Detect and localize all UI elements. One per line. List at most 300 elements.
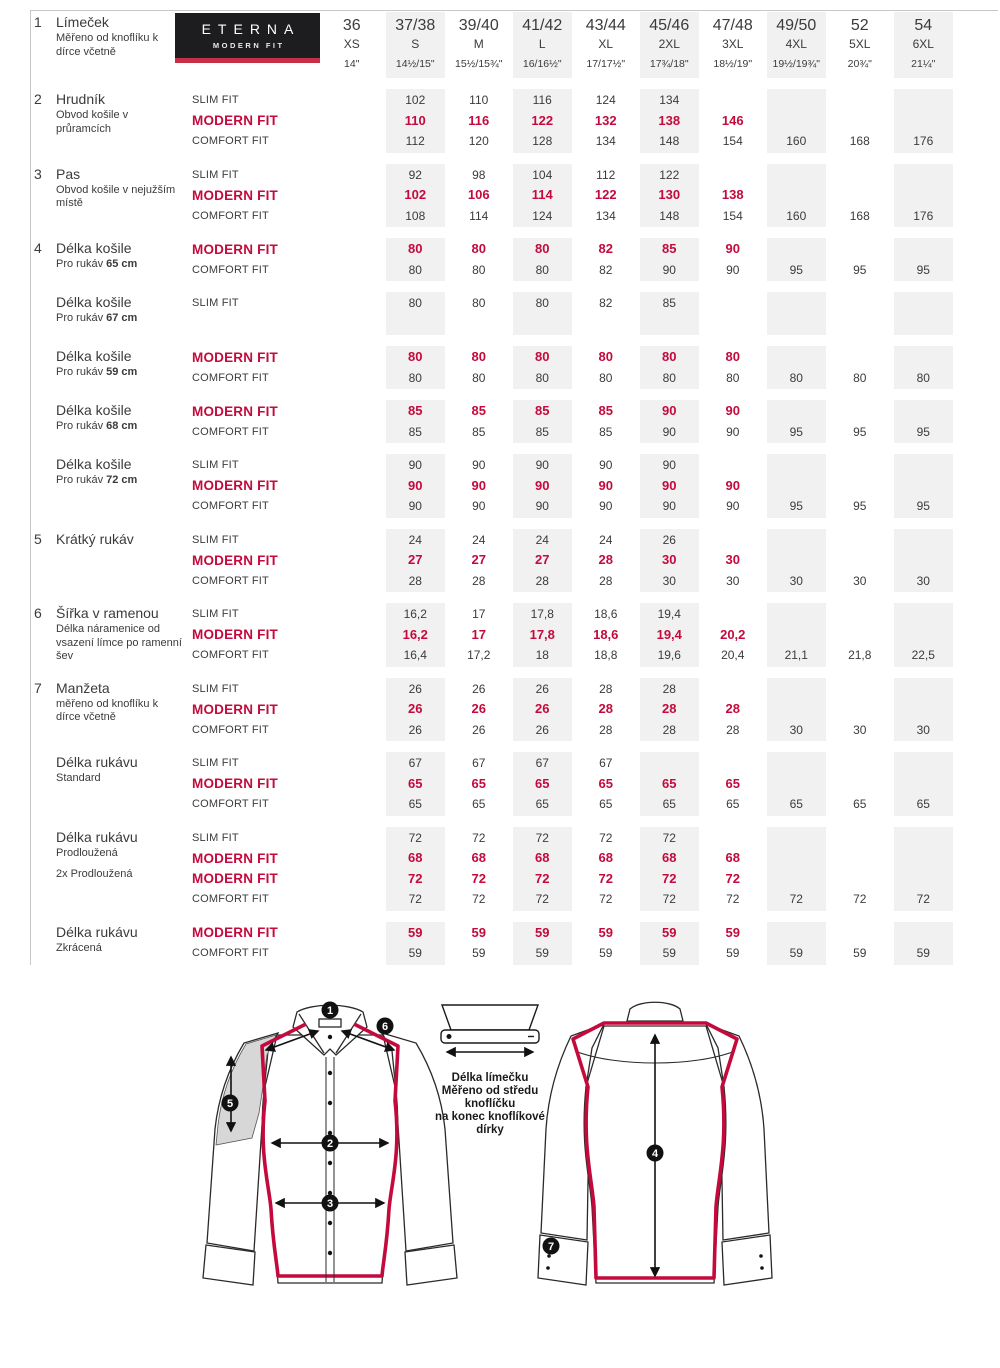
size-eu: 49/50 bbox=[776, 17, 817, 34]
row-description-bold: 72 cm bbox=[106, 474, 138, 486]
value-cell: 28 bbox=[599, 722, 613, 737]
value-cell: 132 bbox=[594, 112, 617, 128]
value-cell: 28 bbox=[598, 552, 613, 567]
value-cell: 72 bbox=[408, 870, 423, 886]
value-cell: 90 bbox=[725, 477, 740, 493]
row-title: Délka rukávu bbox=[56, 923, 138, 940]
value-cell bbox=[767, 185, 827, 206]
value-cell: 116 bbox=[468, 112, 490, 128]
value-cell: 176 bbox=[913, 134, 934, 148]
fit-label: COMFORT FIT bbox=[192, 649, 269, 662]
value-cell: 17,8 bbox=[530, 607, 554, 621]
value-cell: 160 bbox=[786, 134, 807, 148]
value-cell bbox=[767, 848, 827, 869]
value-cell: 85 bbox=[662, 296, 676, 310]
value-cell: 59 bbox=[535, 924, 550, 940]
row-number bbox=[34, 454, 56, 518]
fit-label: COMFORT FIT bbox=[192, 263, 269, 276]
value-cell: 90 bbox=[662, 424, 676, 439]
value-cell: 59 bbox=[408, 946, 422, 960]
value-cell: 26 bbox=[472, 722, 486, 737]
value-cell bbox=[322, 90, 382, 111]
row-description bbox=[56, 312, 184, 326]
row-description: Měřeno od knoflíku k dírce včetně bbox=[56, 32, 159, 58]
value-column bbox=[576, 678, 636, 742]
value-cell: 18 bbox=[535, 648, 549, 662]
value-column bbox=[703, 454, 763, 518]
value-cell: 65 bbox=[726, 797, 740, 811]
value-cell: 65 bbox=[789, 797, 803, 811]
value-cell bbox=[767, 699, 827, 720]
value-column bbox=[894, 400, 954, 443]
value-cell bbox=[322, 625, 382, 646]
row-title: Délka rukávu bbox=[56, 828, 138, 845]
collar-band bbox=[441, 1030, 539, 1043]
value-cell bbox=[703, 679, 763, 700]
fit-label: COMFORT FIT bbox=[192, 371, 269, 384]
value-cell: 72 bbox=[472, 892, 486, 906]
value-column bbox=[830, 922, 890, 965]
value-cell: 24 bbox=[599, 532, 613, 547]
value-cell: 80 bbox=[535, 349, 550, 364]
value-column bbox=[386, 529, 446, 593]
value-cell: 26 bbox=[535, 701, 550, 716]
value-cell: 80 bbox=[472, 370, 486, 385]
value-cell: 59 bbox=[726, 946, 740, 960]
value-column bbox=[703, 346, 763, 389]
value-cell bbox=[894, 625, 954, 646]
row-description-text: Pro rukáv bbox=[56, 366, 104, 378]
row-title: Límeček bbox=[56, 14, 109, 30]
value-cell bbox=[767, 679, 827, 700]
size-inch: 19½/19¾" bbox=[772, 58, 821, 70]
value-column bbox=[322, 454, 382, 518]
row-number: 2 bbox=[34, 91, 42, 107]
value-column bbox=[830, 827, 890, 911]
value-column bbox=[386, 292, 446, 335]
value-column bbox=[449, 400, 509, 443]
value-column bbox=[386, 752, 446, 816]
row-description-bold: 65 cm bbox=[106, 258, 138, 270]
value-cell: 67 bbox=[472, 756, 486, 770]
row-label bbox=[56, 292, 192, 335]
row-label bbox=[56, 89, 192, 153]
value-cell: 65 bbox=[598, 775, 613, 791]
value-column bbox=[449, 752, 509, 816]
value-cell: 17 bbox=[472, 607, 486, 621]
value-cell bbox=[894, 604, 954, 625]
value-cell: 80 bbox=[408, 370, 422, 385]
row-title: Délka košile bbox=[56, 348, 132, 364]
value-cell bbox=[322, 260, 382, 281]
value-cell: 27 bbox=[408, 552, 423, 567]
value-column bbox=[576, 827, 636, 911]
value-cell: 72 bbox=[535, 830, 549, 845]
value-cell: 26 bbox=[662, 532, 676, 547]
value-cell: 72 bbox=[662, 870, 677, 886]
fit-label: COMFORT FIT bbox=[192, 723, 269, 736]
value-cell: 26 bbox=[471, 701, 486, 716]
value-cell: 30 bbox=[916, 722, 930, 737]
size-eu: 37/38 bbox=[395, 17, 436, 34]
value-cell bbox=[767, 869, 827, 890]
value-cell: 130 bbox=[658, 187, 681, 202]
value-cell bbox=[322, 131, 382, 152]
value-cell: 95 bbox=[916, 262, 930, 277]
value-cell: 85 bbox=[408, 424, 422, 439]
row-description-bold: 59 cm bbox=[106, 366, 138, 378]
value-cell: 124 bbox=[595, 93, 616, 107]
value-cell bbox=[894, 314, 954, 335]
size-column-header bbox=[830, 12, 890, 78]
value-cell: 82 bbox=[599, 262, 613, 277]
value-column bbox=[767, 346, 827, 389]
row-description-text: Zkrácená bbox=[56, 941, 102, 954]
fit-labels bbox=[192, 827, 320, 911]
value-column bbox=[767, 603, 827, 667]
value-column bbox=[322, 529, 382, 593]
value-cell bbox=[767, 239, 827, 260]
fit-label: SLIM FIT bbox=[192, 297, 239, 310]
value-cell bbox=[767, 401, 827, 422]
value-cell: 72 bbox=[916, 892, 930, 906]
value-cell: 22,5 bbox=[911, 648, 935, 662]
value-column bbox=[767, 827, 827, 911]
value-cell: 90 bbox=[662, 499, 676, 513]
size-column-header bbox=[767, 12, 827, 78]
value-cell bbox=[767, 476, 827, 497]
row-description-text: Prodloužená bbox=[56, 846, 118, 859]
row-description-text: Standard bbox=[56, 772, 101, 784]
row-description-text: Pro rukáv bbox=[56, 258, 104, 270]
value-cell: 72 bbox=[789, 892, 803, 906]
row-title: Délka rukávu bbox=[56, 754, 138, 770]
value-column bbox=[640, 164, 700, 228]
fit-labels bbox=[192, 292, 320, 335]
value-cell: 160 bbox=[786, 208, 807, 223]
value-cell: 95 bbox=[789, 499, 803, 513]
value-cell: 90 bbox=[725, 403, 740, 418]
value-cell bbox=[830, 530, 890, 551]
value-cell: 85 bbox=[598, 403, 613, 418]
size-column-header bbox=[513, 12, 573, 78]
size-group bbox=[31, 164, 998, 228]
size-inch: 16/16½" bbox=[522, 58, 562, 70]
value-cell bbox=[767, 455, 827, 476]
value-column bbox=[513, 89, 573, 153]
value-column bbox=[640, 827, 700, 911]
size-name: 5XL bbox=[849, 37, 871, 51]
value-cell bbox=[894, 699, 954, 720]
value-cell: 30 bbox=[916, 573, 930, 588]
value-cell: 28 bbox=[599, 681, 613, 696]
value-cell: 65 bbox=[725, 775, 740, 791]
row-number: 1 bbox=[34, 14, 42, 30]
value-cell bbox=[894, 753, 954, 774]
value-column bbox=[576, 346, 636, 389]
value-column bbox=[386, 400, 446, 443]
caption-line: na konec knoflíkové bbox=[435, 1110, 545, 1123]
fit-label: SLIM FIT bbox=[192, 168, 239, 181]
value-cell: 168 bbox=[849, 134, 870, 148]
fit-label: COMFORT FIT bbox=[192, 135, 269, 148]
row-description-text: Délka náramenice od vsazení límce po ramenní šev bbox=[56, 623, 182, 662]
value-cell: 24 bbox=[472, 532, 486, 547]
value-cell: 90 bbox=[535, 499, 549, 513]
value-cell: 146 bbox=[721, 112, 744, 128]
size-inch: 17/17½" bbox=[586, 58, 626, 70]
value-cell: 85 bbox=[535, 424, 549, 439]
value-column bbox=[576, 922, 636, 965]
row-description-text: měřeno od knoflíku k dírce včetně bbox=[56, 697, 159, 723]
fit-labels bbox=[192, 346, 320, 389]
row-label bbox=[56, 346, 192, 389]
value-cell bbox=[894, 869, 954, 890]
value-column bbox=[576, 529, 636, 593]
value-cell bbox=[322, 401, 382, 422]
value-cell bbox=[322, 869, 382, 890]
value-cell bbox=[703, 753, 763, 774]
size-column-header bbox=[322, 12, 382, 78]
row-label bbox=[56, 164, 192, 228]
value-cell bbox=[576, 314, 636, 335]
value-cell: 90 bbox=[662, 262, 676, 277]
value-column bbox=[703, 400, 763, 443]
value-column bbox=[513, 164, 573, 228]
value-cell: 95 bbox=[916, 424, 930, 439]
value-cell: 68 bbox=[471, 850, 486, 865]
size-name: S bbox=[411, 37, 420, 51]
row-description bbox=[56, 184, 184, 211]
value-cell: 19,6 bbox=[657, 648, 681, 662]
size-group bbox=[31, 678, 998, 742]
row-description bbox=[56, 258, 184, 272]
value-column bbox=[640, 603, 700, 667]
value-column bbox=[513, 752, 573, 816]
row-label bbox=[56, 454, 192, 518]
value-cell: 28 bbox=[662, 722, 676, 737]
value-cell: 72 bbox=[408, 830, 422, 845]
value-cell: 17,8 bbox=[529, 626, 555, 642]
fit-label: MODERN FIT bbox=[192, 871, 278, 887]
row-title: Krátký rukáv bbox=[56, 530, 134, 547]
row-title: Délka košile bbox=[56, 456, 132, 472]
value-cell: 26 bbox=[408, 681, 422, 696]
value-cell bbox=[322, 679, 382, 700]
value-cell bbox=[830, 293, 890, 314]
row-description bbox=[56, 109, 184, 136]
value-cell: 30 bbox=[853, 722, 867, 737]
value-column bbox=[894, 827, 954, 911]
caption-line: Měřeno od středu bbox=[441, 1084, 539, 1097]
row-number bbox=[34, 346, 56, 389]
value-column bbox=[322, 752, 382, 816]
value-cell bbox=[703, 530, 763, 551]
size-name: 4XL bbox=[785, 37, 807, 51]
value-cell bbox=[894, 774, 954, 795]
fit-label: MODERN FIT bbox=[192, 349, 278, 365]
value-column bbox=[767, 238, 827, 281]
size-inch: 17¾/18" bbox=[649, 58, 689, 70]
size-group bbox=[31, 346, 998, 389]
value-cell: 59 bbox=[853, 946, 867, 960]
value-column bbox=[767, 922, 827, 965]
caption-line: dírky bbox=[476, 1123, 504, 1136]
value-cell: 68 bbox=[598, 850, 613, 865]
value-column bbox=[767, 400, 827, 443]
collar-leaf bbox=[442, 1005, 538, 1030]
value-cell: 90 bbox=[662, 458, 676, 472]
value-cell: 80 bbox=[408, 349, 423, 364]
value-cell: 80 bbox=[472, 262, 486, 277]
value-cell: 95 bbox=[916, 499, 930, 513]
value-column bbox=[767, 454, 827, 518]
row-label bbox=[56, 752, 192, 816]
front-left-cuff bbox=[203, 1245, 255, 1285]
value-column bbox=[322, 827, 382, 911]
size-column-header bbox=[386, 12, 446, 78]
value-column bbox=[767, 89, 827, 153]
value-cell bbox=[322, 943, 382, 964]
value-column bbox=[703, 529, 763, 593]
marker-1-label: 1 bbox=[326, 1004, 334, 1017]
fit-label: MODERN FIT bbox=[192, 850, 278, 866]
value-cell: 168 bbox=[849, 208, 870, 223]
size-group bbox=[31, 292, 998, 335]
collar-button bbox=[447, 1034, 451, 1038]
row-description-text: Obvod košile v nejužším místě bbox=[56, 183, 176, 209]
value-column bbox=[640, 89, 700, 153]
caption-line: Délka límečku bbox=[451, 1071, 529, 1084]
fit-label: SLIM FIT bbox=[192, 831, 239, 844]
row-title: Délka košile bbox=[56, 402, 132, 418]
value-cell: 59 bbox=[599, 946, 613, 960]
fit-label: SLIM FIT bbox=[192, 459, 239, 472]
value-column bbox=[830, 238, 890, 281]
value-cell bbox=[894, 165, 954, 186]
size-inch: 20¾" bbox=[847, 58, 872, 70]
back-collar bbox=[627, 1002, 683, 1021]
value-cell bbox=[894, 90, 954, 111]
value-cell: 28 bbox=[472, 573, 486, 588]
marker-4-label: 4 bbox=[651, 1147, 659, 1160]
value-column bbox=[576, 400, 636, 443]
value-column bbox=[894, 238, 954, 281]
value-column bbox=[386, 678, 446, 742]
value-column bbox=[449, 922, 509, 965]
value-cell: 90 bbox=[535, 458, 549, 472]
value-cell: 28 bbox=[662, 681, 676, 696]
value-column bbox=[513, 292, 573, 335]
value-column bbox=[830, 454, 890, 518]
fit-label: MODERN FIT bbox=[192, 627, 278, 643]
value-cell: 28 bbox=[599, 573, 613, 588]
value-column bbox=[576, 752, 636, 816]
value-column bbox=[322, 922, 382, 965]
value-cell: 30 bbox=[662, 573, 676, 588]
fit-labels bbox=[192, 238, 320, 281]
value-cell: 65 bbox=[472, 797, 486, 811]
size-group bbox=[31, 238, 998, 281]
size-inch: 14" bbox=[344, 58, 360, 70]
value-cell: 90 bbox=[599, 458, 613, 472]
value-cell bbox=[322, 422, 382, 443]
value-cell: 85 bbox=[471, 403, 486, 418]
value-cell: 28 bbox=[598, 701, 613, 716]
value-cell: 95 bbox=[853, 499, 867, 513]
value-cell: 80 bbox=[535, 262, 549, 277]
value-column bbox=[513, 678, 573, 742]
value-cell: 59 bbox=[472, 946, 486, 960]
value-cell: 65 bbox=[535, 797, 549, 811]
value-cell: 28 bbox=[408, 573, 422, 588]
value-column bbox=[640, 678, 700, 742]
value-column bbox=[830, 529, 890, 593]
row-number bbox=[34, 827, 56, 911]
value-cell bbox=[830, 476, 890, 497]
brand-subtitle: MODERN FIT bbox=[212, 41, 285, 50]
size-column-header bbox=[576, 12, 636, 78]
value-column bbox=[322, 346, 382, 389]
value-cell: 72 bbox=[853, 892, 867, 906]
value-cell: 104 bbox=[532, 167, 553, 182]
value-cell: 30 bbox=[789, 722, 803, 737]
value-column bbox=[449, 678, 509, 742]
value-cell: 26 bbox=[535, 722, 549, 737]
size-column-header bbox=[703, 12, 763, 78]
value-cell: 72 bbox=[725, 870, 740, 886]
value-column bbox=[449, 238, 509, 281]
row-description bbox=[56, 698, 184, 725]
fit-labels bbox=[192, 164, 320, 228]
value-cell: 21,8 bbox=[848, 648, 872, 662]
value-column bbox=[640, 529, 700, 593]
row-label bbox=[56, 12, 175, 78]
value-cell bbox=[830, 774, 890, 795]
value-cell: 27 bbox=[535, 552, 550, 567]
value-cell: 28 bbox=[726, 722, 740, 737]
fit-labels bbox=[192, 529, 320, 593]
row-title: Délka košile bbox=[56, 240, 132, 256]
value-cell bbox=[767, 774, 827, 795]
value-cell: 72 bbox=[726, 892, 740, 906]
size-column-header bbox=[640, 12, 700, 78]
value-cell bbox=[767, 90, 827, 111]
value-cell bbox=[767, 753, 827, 774]
value-cell: 30 bbox=[789, 573, 803, 588]
value-cell bbox=[767, 550, 827, 571]
size-name: M bbox=[473, 37, 484, 51]
value-cell: 138 bbox=[721, 187, 744, 202]
value-column bbox=[513, 346, 573, 389]
value-column bbox=[513, 529, 573, 593]
value-cell bbox=[894, 293, 954, 314]
value-cell: 30 bbox=[725, 552, 740, 567]
value-column bbox=[894, 89, 954, 153]
value-column bbox=[449, 529, 509, 593]
row-label bbox=[56, 400, 192, 443]
value-column bbox=[386, 922, 446, 965]
value-cell: 148 bbox=[659, 134, 680, 148]
value-column bbox=[513, 238, 573, 281]
value-cell: 68 bbox=[725, 850, 740, 865]
value-cell: 80 bbox=[916, 370, 930, 385]
value-cell: 24 bbox=[408, 532, 422, 547]
size-eu: 52 bbox=[850, 17, 869, 34]
value-column bbox=[703, 238, 763, 281]
value-cell bbox=[830, 699, 890, 720]
fit-label: MODERN FIT bbox=[192, 925, 278, 941]
